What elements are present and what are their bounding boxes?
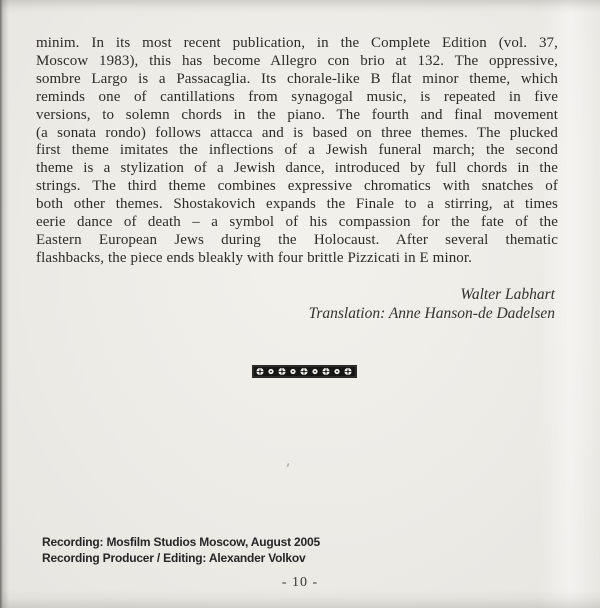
- paragraph-line: strings. The third theme combines expressive chromatics with snatches of: [36, 178, 558, 195]
- paragraph-line: minim. In its most recent publication, in the Complete Edition (vol. 37,: [36, 35, 558, 51]
- paragraph-line: theme is a stylization of a Jewish dance, introduced by full chords in the: [36, 160, 558, 177]
- floral-divider-ornament-icon: [252, 365, 357, 378]
- paragraph-line: first theme imitates the inflections of a Jewish funeral march; the second: [36, 142, 558, 159]
- paragraph-line: (a sonata rondo) follows attacca and is based on three themes. The plucked: [36, 124, 558, 141]
- paragraph-line: eerie dance of death – a symbol of his compassion for the fate of the: [36, 214, 558, 231]
- recording-credits: [42, 535, 320, 566]
- byline-block: [309, 286, 555, 323]
- paragraph-line: versions, to solemn chords in the piano. The fourth and final movement: [36, 106, 558, 123]
- page-number: - 10 -: [281, 575, 319, 590]
- producer-credit-line: Recording Producer / Editing: Alexander Volkov: [42, 550, 306, 565]
- author-name: Walter Labhart: [460, 286, 555, 303]
- paragraph-line: reminds one of cantillations from synagogal music, is repeated in five: [36, 88, 558, 105]
- translation-credit: Translation: Anne Hanson-de Dadelsen: [308, 304, 555, 322]
- paragraph-line: both other themes. Shostakovich expands the Finale to a stirring, at times: [36, 196, 558, 213]
- paragraph-line: Eastern European Jews during the Holocaust. After several thematic: [36, 231, 558, 248]
- paragraph-line: flashbacks, the piece ends bleakly with four brittle Pizzicati in E minor.: [36, 249, 473, 266]
- recording-credit-line: Recording: Mosfilm Studios Moscow, August 2005: [42, 535, 320, 549]
- scan-speck: [286, 463, 289, 467]
- liner-notes-paragraph: [36, 35, 558, 268]
- paragraph-line: sombre Largo is a Passacaglia. Its chorale-like B flat minor theme, which: [36, 70, 558, 87]
- paragraph-line: Moscow 1983), this has become Allegro con brio at 132. The oppressive,: [36, 52, 558, 69]
